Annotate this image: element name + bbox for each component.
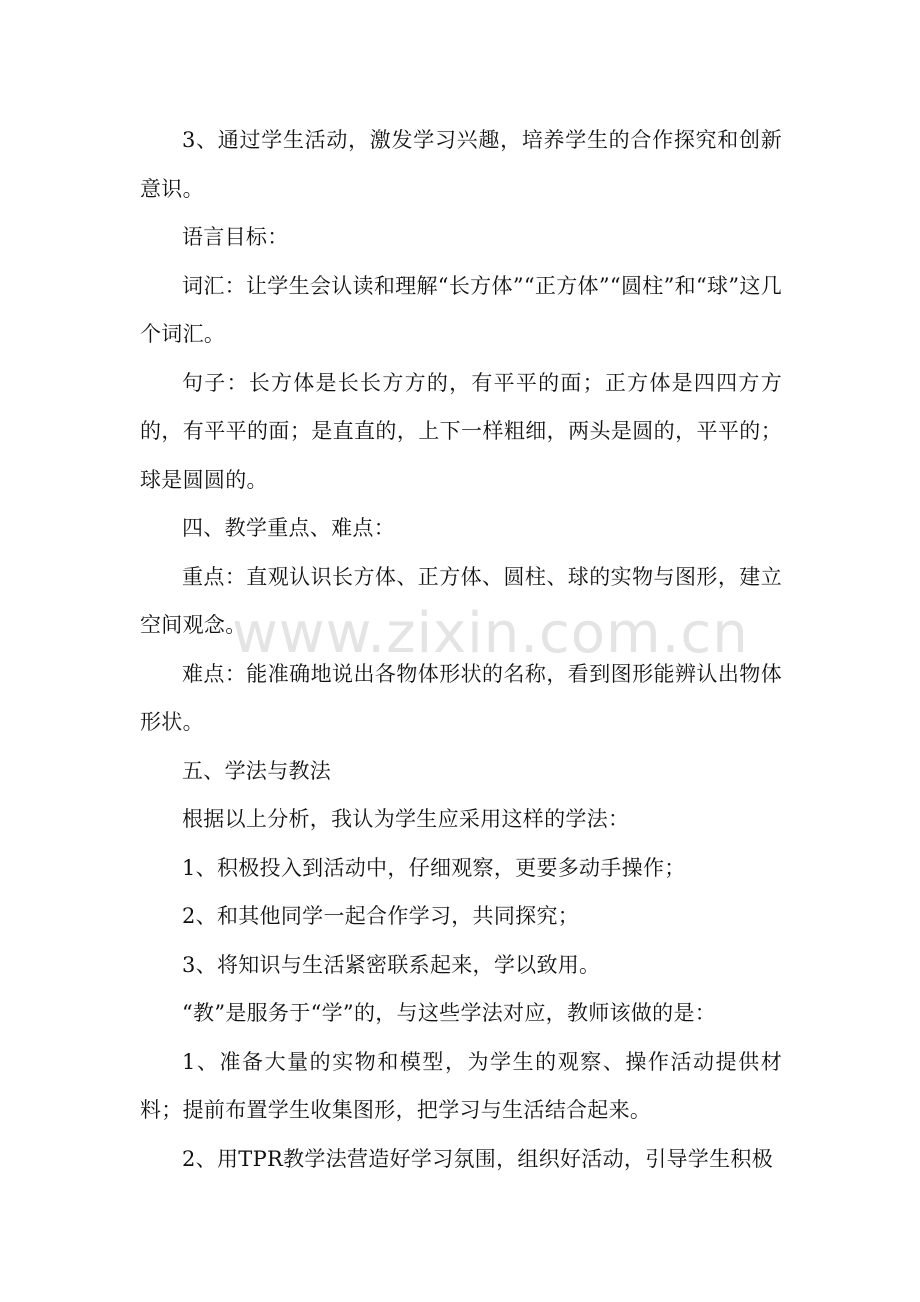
- paragraph-key-point: 重点：直观认识长方体、正方体、圆柱、球的实物与图形，建立空间观念。: [140, 564, 782, 637]
- paragraph-goal-3: 3、通过学生活动，激发学习兴趣，培养学生的合作探究和创新意识。: [140, 128, 782, 201]
- paragraph-language-goals-heading: 语言目标：: [182, 225, 289, 249]
- paragraph-vocabulary: 词汇：让学生会认读和理解“长方体”“正方体”“圆柱”和“球”这几个词汇。: [140, 273, 782, 346]
- paragraph-difficulty: 难点：能准确地说出各物体形状的名称，看到图形能辨认出物体形状。: [140, 661, 782, 734]
- paragraph-method-2: 2、和其他同学一起合作学习，共同探究；: [182, 904, 580, 928]
- paragraph-method-3: 3、将知识与生活紧密联系起来，学以致用。: [182, 952, 601, 977]
- paragraph-teaching-1: 1、准备大量的实物和模型，为学生的观察、操作活动提供材料；提前布置学生收集图形，把学习与生活结合起来。: [140, 1049, 782, 1122]
- paragraph-methods-intro: 根据以上分析，我认为学生应采用这样的学法：: [182, 807, 630, 831]
- section-heading-methods: 五、学法与教法: [182, 758, 332, 783]
- paragraph-sentences: 句子：长方体是长长方方的，有平平的面；正方体是四四方方的，有平平的面；是直直的，上下一样粗细，两头是圆的，平平的；球是圆圆的。: [140, 370, 782, 492]
- watermark: www.zixin.com.cn: [232, 601, 749, 666]
- section-heading-key-points: 四、教学重点、难点：: [182, 516, 395, 540]
- paragraph-teaching-intro: “教”是服务于“学”的，与这些学法对应，教师该做的是：: [182, 1001, 717, 1025]
- paragraph-method-1: 1、积极投入到活动中，仔细观察，更要多动手操作；: [182, 855, 686, 880]
- paragraph-teaching-2: 2、用TPR教学法营造好学习氛围，组织好活动，引导学生积极: [182, 1146, 774, 1171]
- document-body: [140, 116, 782, 1183]
